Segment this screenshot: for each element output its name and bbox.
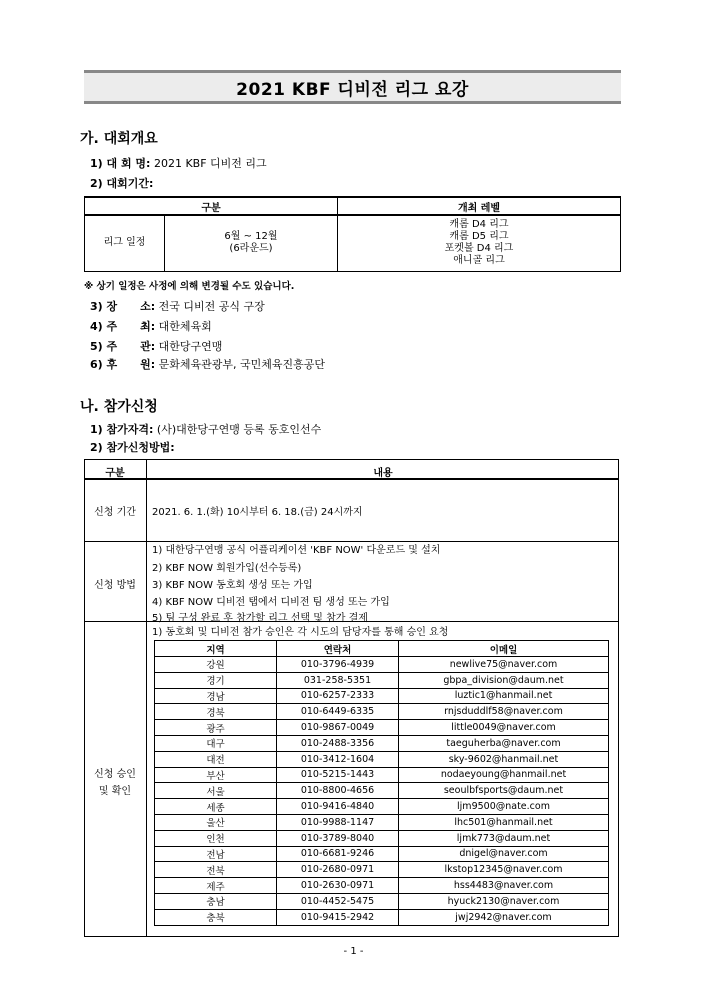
contact-region: 대구 [155, 735, 277, 751]
qualification [90, 421, 321, 437]
page-number: - 1 - [343, 946, 364, 957]
contact-phone: 010-9415-2942 [277, 909, 399, 925]
contact-region: 충남 [155, 893, 277, 909]
document-title-box [84, 70, 621, 104]
contact-region: 경기 [155, 672, 277, 688]
organizer-label: 5) 주 관: [90, 340, 156, 353]
contact-region: 충북 [155, 909, 277, 925]
organizer-value: 대한당구연맹 [158, 340, 223, 353]
contact-region: 전남 [155, 846, 277, 862]
table-row [155, 751, 609, 767]
approval-label-1: 신청 승인 [94, 769, 136, 780]
contact-region: 인천 [155, 830, 277, 846]
contact-phone: 010-2680-0971 [277, 862, 399, 878]
host-label: 4) 주 최: [90, 320, 156, 333]
table-row [155, 893, 609, 909]
table-row [155, 846, 609, 862]
contact-phone: 010-6449-6335 [277, 704, 399, 720]
contact-phone: 031-258-5351 [277, 672, 399, 688]
schedule-header-level: 개최 레벨 [338, 197, 621, 215]
method-step: 5) 팀 구성 완료 후 참가할 리그 선택 및 참가 결제 [152, 613, 368, 624]
contact-email: hyuck2130@naver.com [399, 893, 609, 909]
contact-email: luztic1@hanmail.net [399, 688, 609, 704]
organizer [90, 338, 222, 354]
contact-header-phone: 연락처 [277, 641, 399, 657]
schedule-note: ※ 상기 일정은 사정에 의해 변경될 수도 있습니다. [84, 281, 295, 292]
approval-text: 1) 동호회 및 디비전 참가 승인은 각 시도의 담당자를 통해 승인 요청 [152, 627, 449, 638]
contact-region: 부산 [155, 767, 277, 783]
contact-email: taeguherba@naver.com [399, 735, 609, 751]
contact-region: 서울 [155, 783, 277, 799]
table-row [155, 720, 609, 736]
contact-region: 제주 [155, 878, 277, 894]
contact-email: lkstop12345@naver.com [399, 862, 609, 878]
event-period-label: 2) 대회기간: [90, 177, 154, 190]
event-name-value: 2021 KBF 디비전 리그 [153, 157, 267, 170]
contact-region: 경남 [155, 688, 277, 704]
period-label: 신청 기간 [94, 507, 136, 518]
contact-phone: 010-4452-5475 [277, 893, 399, 909]
contact-email: sky-9602@hanmail.net [399, 751, 609, 767]
contact-region: 울산 [155, 814, 277, 830]
contact-region: 세종 [155, 799, 277, 815]
contact-email: nodaeyoung@hanmail.net [399, 767, 609, 783]
contact-phone: 010-3789-8040 [277, 830, 399, 846]
contact-email: dnigel@naver.com [399, 846, 609, 862]
table-row [155, 767, 609, 783]
table-row [155, 909, 609, 925]
application-method-label: 2) 참가신청방법: [90, 441, 175, 454]
table-row [155, 688, 609, 704]
level-item: 포켓볼 D4 리그 [444, 243, 514, 255]
venue [90, 298, 265, 314]
contact-phone: 010-3796-4939 [277, 657, 399, 673]
host [90, 318, 212, 334]
contact-region: 광주 [155, 720, 277, 736]
contact-email: newlive75@naver.com [399, 657, 609, 673]
schedule-period [165, 215, 338, 271]
method-step: 3) KBF NOW 동호회 생성 또는 가입 [152, 580, 313, 591]
contact-phone: 010-2630-0971 [277, 878, 399, 894]
schedule-period-line1: 6월 ~ 12월 [224, 231, 278, 243]
sponsor-label: 6) 후 원: [90, 358, 156, 371]
table-row [155, 862, 609, 878]
contact-phone: 010-9867-0049 [277, 720, 399, 736]
section-b-heading: 나. 참가신청 [80, 399, 158, 415]
contact-region: 전북 [155, 862, 277, 878]
contact-email: jwj2942@naver.com [399, 909, 609, 925]
event-name-label: 1) 대 회 명: [90, 157, 151, 170]
contact-phone: 010-2488-3356 [277, 735, 399, 751]
contact-phone: 010-6681-9246 [277, 846, 399, 862]
method-step: 4) KBF NOW 디비전 탭에서 디비전 팀 생성 또는 가입 [152, 597, 390, 608]
contact-header-region: 지역 [155, 641, 277, 657]
venue-label: 3) 장 소: [90, 300, 156, 313]
section-a-heading: 가. 대회개요 [80, 131, 158, 147]
schedule-header-category: 구분 [85, 197, 338, 215]
method-step: 2) KBF NOW 회원가입(선수등록) [152, 563, 302, 574]
sponsor-value: 문화체육관광부, 국민체육진흥공단 [158, 358, 326, 371]
contact-email: little0049@naver.com [399, 720, 609, 736]
contact-phone: 010-8800-4656 [277, 783, 399, 799]
schedule-period-line2: (6라운드) [229, 243, 273, 255]
table-row [155, 830, 609, 846]
contact-region: 경북 [155, 704, 277, 720]
contact-region: 강원 [155, 657, 277, 673]
table-row [155, 657, 609, 673]
contact-phone: 010-9988-1147 [277, 814, 399, 830]
table-row [155, 799, 609, 815]
qualification-label: 1) 참가자격: [90, 423, 154, 436]
sponsor [90, 356, 325, 372]
table-row [155, 704, 609, 720]
contact-email: rnjsduddlf58@naver.com [399, 704, 609, 720]
contact-email: hss4483@naver.com [399, 878, 609, 894]
contact-table [154, 640, 609, 926]
table-row [155, 878, 609, 894]
contact-phone: 010-5215-1443 [277, 767, 399, 783]
table-row [155, 814, 609, 830]
contact-email: ljm9500@nate.com [399, 799, 609, 815]
table-divider [146, 459, 147, 937]
level-item: 애니골 리그 [453, 255, 505, 267]
qualification-value: (사)대한당구연맹 등록 동호인선수 [156, 423, 322, 436]
document-title: 2021 KBF 디비전 리그 요강 [236, 79, 469, 100]
table-row [155, 672, 609, 688]
event-name [90, 155, 267, 171]
table-row [155, 783, 609, 799]
contact-email: lhc501@hanmail.net [399, 814, 609, 830]
approval-label-2: 및 확인 [98, 786, 132, 797]
application-header-category: 구분 [105, 468, 125, 479]
method-step: 1) 대한당구연맹 공식 어플리케이션 'KBF NOW' 다운로드 및 설치 [152, 545, 441, 556]
contact-email: ljmk773@daum.net [399, 830, 609, 846]
application-method [90, 439, 175, 455]
schedule-row-label: 리그 일정 [85, 215, 165, 271]
contact-phone: 010-9416-4840 [277, 799, 399, 815]
event-period [90, 175, 153, 191]
level-item: 캐롬 D4 리그 [449, 219, 509, 231]
contact-email: seoulbfsports@daum.net [399, 783, 609, 799]
table-row [155, 735, 609, 751]
application-header-content: 내용 [373, 468, 393, 479]
level-item: 캐롬 D5 리그 [449, 231, 509, 243]
schedule-levels [338, 215, 621, 271]
contact-header-email: 이메일 [399, 641, 609, 657]
contact-email: gbpa_division@daum.net [399, 672, 609, 688]
method-label: 신청 방법 [94, 580, 136, 591]
contact-phone: 010-6257-2333 [277, 688, 399, 704]
period-value: 2021. 6. 1.(화) 10시부터 6. 18.(금) 24시까지 [152, 507, 363, 518]
contact-phone: 010-3412-1604 [277, 751, 399, 767]
venue-value: 전국 디비전 공식 구장 [158, 300, 265, 313]
schedule-table [84, 196, 621, 272]
contact-region: 대전 [155, 751, 277, 767]
host-value: 대한체육회 [158, 320, 212, 333]
